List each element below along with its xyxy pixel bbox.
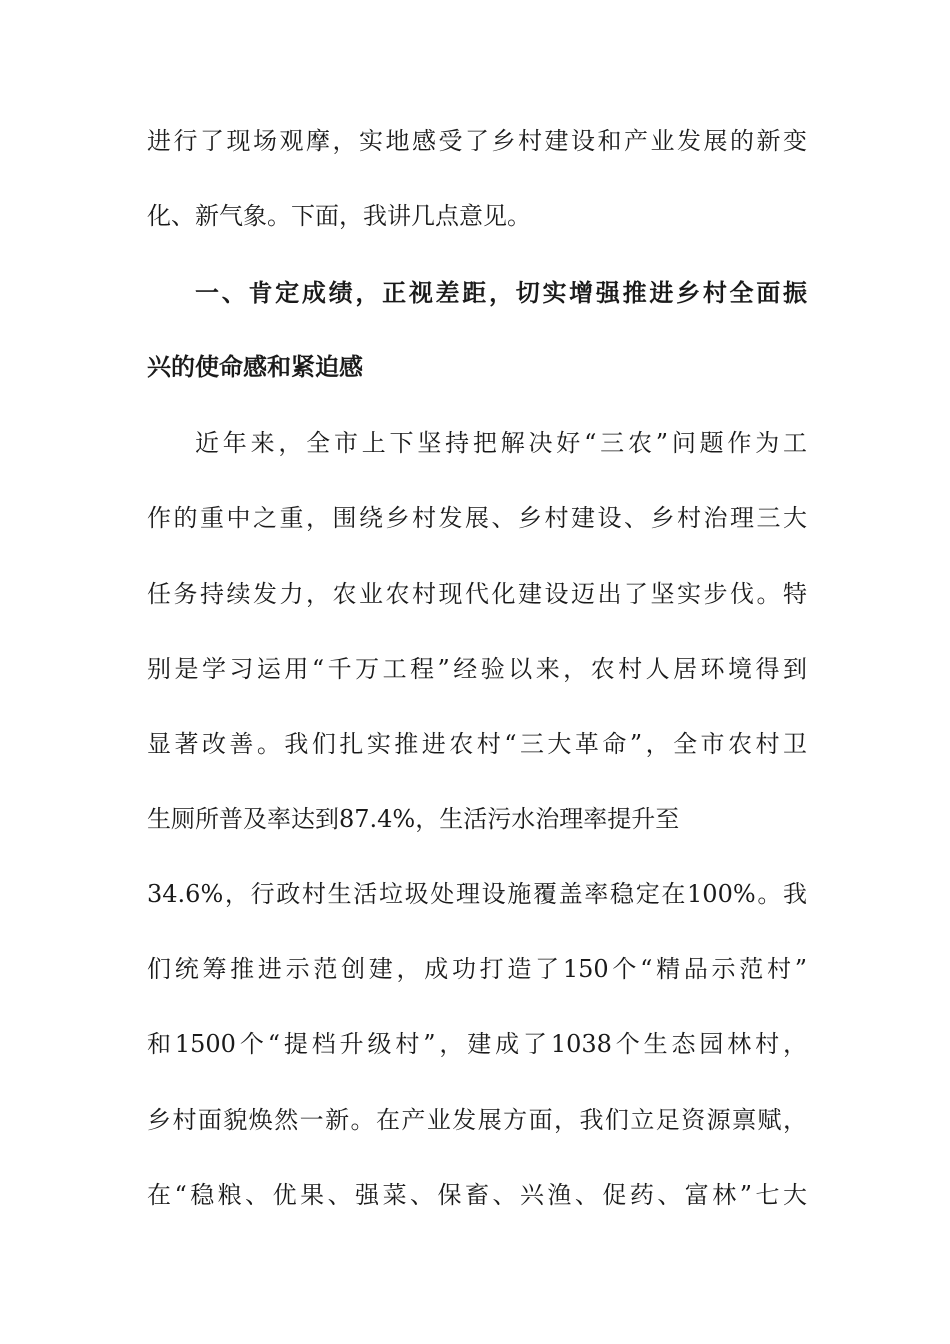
section-heading-line: 一、肯定成绩，正视差距，切实增强推进乡村全面振: [195, 279, 807, 307]
body-text-line: 别是学习运用“千万工程”经验以来，农村人居环境得到: [147, 655, 807, 683]
body-text-line: 乡村面貌焕然一新。在产业发展方面，我们立足资源禀赋，: [147, 1106, 807, 1134]
body-text-line: 34.6%，行政村生活垃圾处理设施覆盖率稳定在100%。我: [147, 880, 807, 908]
body-text-line: 近年来，全市上下坚持把解决好“三农”问题作为工: [195, 429, 807, 457]
body-text-line: 进行了现场观摩，实地感受了乡村建设和产业发展的新变: [147, 127, 807, 155]
section-heading-line: 兴的使命感和紧迫感: [147, 353, 363, 381]
body-text-line: 们统筹推进示范创建，成功打造了150个“精品示范村”: [147, 955, 807, 983]
body-text-line: 化、新气象。下面，我讲几点意见。: [147, 202, 531, 230]
body-text-line: 任务持续发力，农业农村现代化建设迈出了坚实步伐。特: [147, 580, 807, 608]
body-text-line: 在“稳粮、优果、强菜、保畜、兴渔、促药、富林”七大: [147, 1181, 807, 1209]
body-text-line: 作的重中之重，围绕乡村发展、乡村建设、乡村治理三大: [147, 504, 807, 532]
body-text-line: 显著改善。我们扎实推进农村“三大革命”，全市农村卫: [147, 730, 807, 758]
body-text-line: 和1500个“提档升级村”，建成了1038个生态园林村，: [147, 1030, 807, 1058]
body-text-line: 生厕所普及率达到87.4%，生活污水治理率提升至: [147, 805, 680, 833]
